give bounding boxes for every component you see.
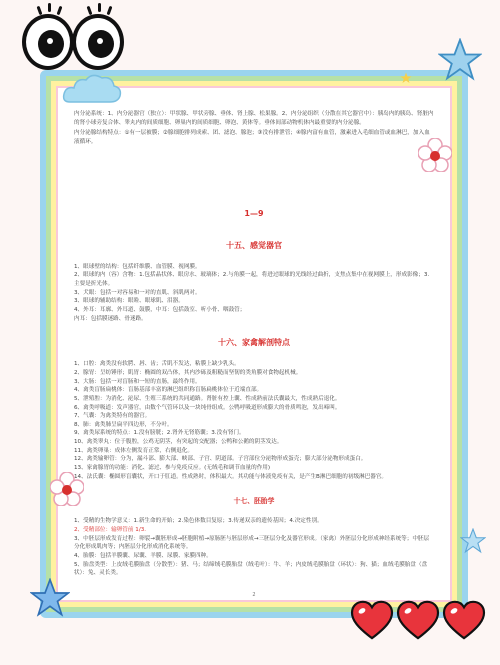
section-title-embryology: 十七、胚胎学 [233,497,275,506]
note-paper [58,88,450,600]
list-item: 1、受精的生物学意义：1.新生命的开始；2.染色体数目复原；3.传递双亲的遗传基因；4.决定性别。 [74,518,323,525]
list-item: 1、眼球壁的结构：包括纤维膜、血管膜、视网膜。 [74,263,201,270]
list-item: 5、胎盘类型：上皮绒毛膜胎盘（分散型）：猪、马；结缔绒毛膜胎盘（绒毛叶）：牛、羊；内皮绒毛膜胎盘（环状）：狗、猫；血绒毛膜胎盘（盘状）：兔、灵长类。 [74,561,428,577]
eyelash-icon [87,6,93,15]
list-item: 1、口腔：禽类没有软腭、唇、齿；舌肌不发达，粘膜上缺少乳头。 [74,361,240,368]
section-sensory-list [74,263,434,324]
heart-icon [442,600,486,640]
list-item: 13、家禽腺胃的功能：消化、滤过、参与免疫反应。(无绒毛和调节血量的作用) [74,465,271,472]
list-item: 3、眼球的辅助结构：眼睑、眼球肌、泪器。 [74,298,184,305]
flower-icon [50,472,84,506]
list-item: 2、眼球的内（容）含物：1.包括晶状体、眼房水、玻璃体；2.与角膜一起，将进过眼球的光线经过曲折，支焦点集中在视网膜上，形成影像；3.主要是折光体。 [74,272,430,287]
star-icon [460,528,486,554]
flower-icon [418,138,452,172]
heart-icon [350,600,394,640]
right-eye-icon [72,14,124,70]
list-item: 4、外耳：耳廓、外耳道、鼓膜，中耳：包括鼓室、听小骨、咽鼓管； [74,306,246,313]
list-item: 3、中胚层形成发育过程：卵裂→囊胚形成→胚胞附植→原肠胚与胚层形成→三胚层分化及器官形成。（家禽）外胚层分化形成神经系统等；中胚层分化形成肌肉等；内胚层分化形成消化系统等。 [74,535,430,551]
star-icon [438,38,482,82]
list-item: 3、犬眼：包括一对容易和一对的直肌、斜肌两对。 [74,289,201,296]
list-item: 12、禽类输卵管：分为，漏斗部、膨大部、峡部、子宫、阴道部。子宫部位分泌物形成蛋壳；膨大部分泌物形成蛋白。 [74,456,367,463]
heart-icon [396,600,440,640]
page-number: 2 [252,592,256,598]
intro-paragraph-2: 内分泌腺结构特点：①有一层被膜；②腺细胞排列成索、团、滤泡、腺泡；③没有排泄管；④腺内富有血管，激素进入毛细血管或血淋巴，加入血液循环。 [74,130,430,145]
list-item: 7、气囊：为禽类特有的器官。 [74,413,151,420]
eyelash-icon [37,6,43,15]
eyelash-icon [48,3,51,12]
intro-paragraph-1: 内分泌系统：1、内分泌器官（独立）：甲状腺、甲状旁腺、垂体、肾上腺、松果腺。2、内分泌组织（分散在其它器官中）：胰岛内的胰岛、肾脏内的肾小球旁复合体、睾丸内的间质细胞、卵巢内的间质细胞、卵泡、黄体等。垂体间部动物机体内最重要的内分泌腺。 [74,111,434,126]
left-eye-icon [22,14,74,70]
eyelash-icon [57,6,63,15]
list-item: 9、禽类尿系统的特点：1.没有膀胱；2.肾外无肾筋囊；3.没有肾门。 [74,430,245,437]
list-item: 5、泄殖腔：为消化、泌尿、生殖三系统的共同通路。肾脏有控上囊、性成熟前法氏囊最大，性成熟后退化。 [74,395,341,402]
section-title-sensory: 十五、感觉器官 [226,240,282,250]
list-item: 3、大肠：包括一对盲肠和一短的直肠，最终作用。 [74,378,201,385]
list-item: 14、法氏囊：椭圆形盲囊状，开口于肛道。性成熟时，体积最大。其功能与体液免疫有关，是产生B淋巴细胞的初级淋巴器官。 [74,473,388,480]
section-poultry-list [74,360,434,481]
list-item: 8、肺：禽类肺呈扁平四边形，不分叶。 [74,421,173,428]
highlighted-list-item: 2、受精部位：输卵管前 1/3. [74,527,147,534]
eyelash-icon [98,3,101,12]
section-title-poultry: 十六、家禽解剖特点 [218,338,290,348]
star-icon [30,578,70,618]
list-item: 2、腺胃：呈纺锤形；肌胃：椭圆的双凸体，其内沙砾及粗糙而坚韧的类角膜对食物起机械。 [74,369,302,376]
list-item: 6、禽类呼吸道：发声器官，由数个气管环以及一块纯骨组成。公鸭呼吸道形成膨大的骨质鸣泡，发出啼叫。 [74,404,341,411]
list-item: 内耳：包括膜迷路、骨迷路。 [74,315,147,322]
eyelash-icon [107,6,113,15]
section-embryology-list [74,517,434,578]
page-range: 1—9 [244,208,264,218]
list-item: 4、禽类盲肠扁桃体：盲肠基部丰富的淋巴组织称盲肠扁桃体位于近端直部。 [74,387,263,394]
cloud-icon [62,72,122,106]
list-item: 10、禽类睾丸：位于腹腔，公鸡无阴茎，有突起的交配器；公鸭和公鹅的阴茎发达。 [74,439,283,446]
list-item: 11、禽类卵巢：成体左侧发育正常，右侧退化。 [74,447,193,454]
sparkle-icon [400,72,412,84]
list-item: 4、胎膜：包括羊膜囊、尿囊、羊膜、尿膜、家膜四种。 [74,553,212,560]
